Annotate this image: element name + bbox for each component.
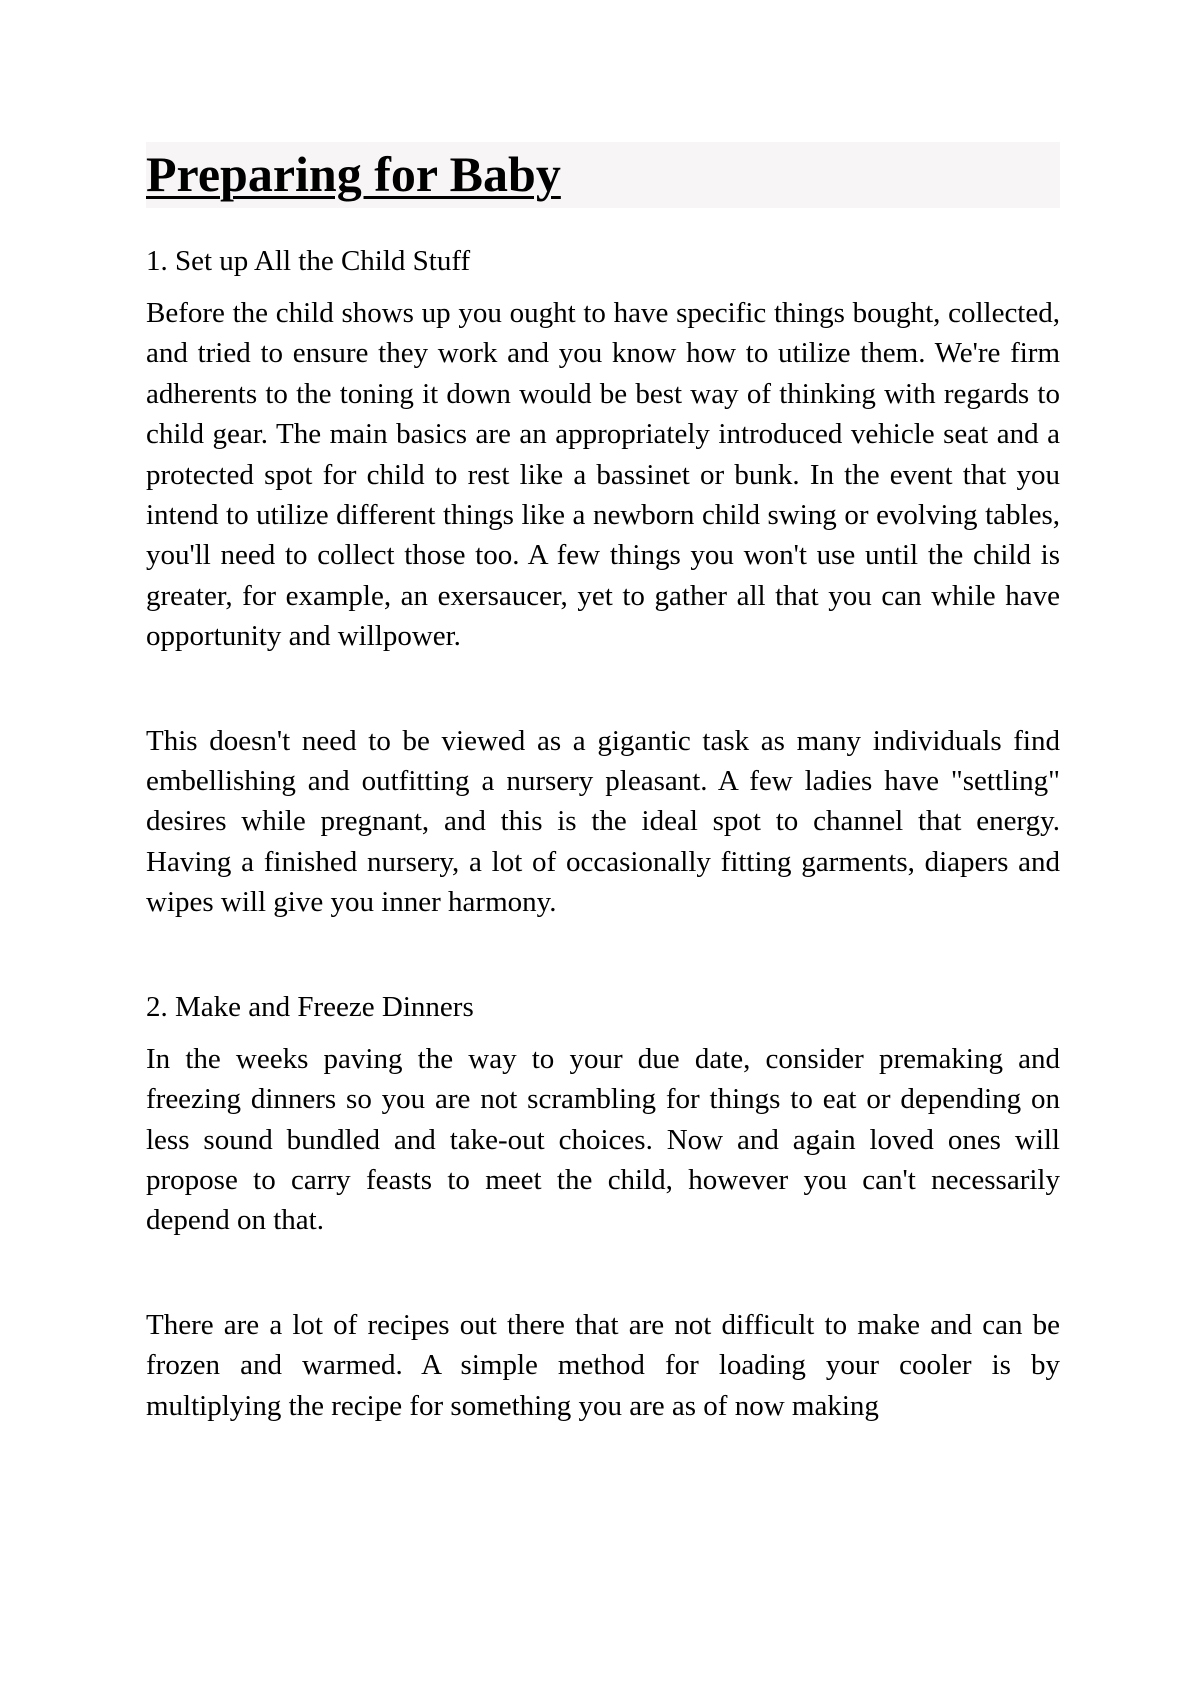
section-1-heading: 1. Set up All the Child Stuff <box>146 245 471 277</box>
section-1-paragraph-2: This doesn't need to be viewed as a gigantic task as many individuals find embellishing and outfitting a nursery pleasant. A few ladies have "settling" desires while pregnant, and this is the ideal spot to channel that energy. Having a finished nursery, a lot of occasionally fitting garments, diapers and wipes will give you inner harmony. <box>146 724 1060 919</box>
document-title: Preparing for Baby <box>146 146 561 202</box>
title-band <box>146 142 1060 208</box>
section-2-heading: 2. Make and Freeze Dinners <box>146 990 474 1023</box>
section-1-paragraph-1: Before the child shows up you ought to have specific things bought, collected, and tried to ensure they work and you know how to utilize them. We're firm adherents to the toning it down would be best way of thinking with regards to child gear. The main basics are an appropriately introduced vehicle seat and a protected spot for child to rest like a bassinet or bunk. In the event that you intend to utilize different things like a newborn child swing or evolving tables, you'll need to collect those too. A few things you won't use until the child is greater, for example, an exersaucer, yet to gather all that you can while have opportunity and willpower. <box>146 297 1060 653</box>
section-2-paragraph-1: In the weeks paving the way to your due date, consider premaking and freezing dinners so you are not scrambling for things to eat or depending on less sound bundled and take-out choices. Now and again loved ones will propose to carry feasts to meet the child, however you can't necessarily depend on that. <box>146 1042 1060 1237</box>
section-2-paragraph-2: There are a lot of recipes out there that are not difficult to make and can be frozen and warmed. A simple method for loading your cooler is by multiplying the recipe for something you are as of now making <box>146 1308 1060 1422</box>
document-page <box>146 142 1060 1426</box>
